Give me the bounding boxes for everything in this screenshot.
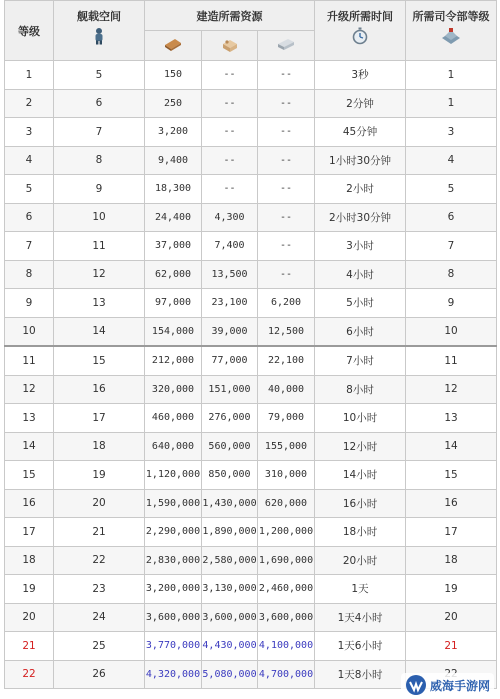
res3-cell: 3,600,000 xyxy=(258,603,315,632)
res3-cell: -- xyxy=(258,118,315,147)
time-cell: 7小时 xyxy=(315,346,406,375)
hq-cell: 17 xyxy=(406,518,497,547)
level-cell: 20 xyxy=(5,603,54,632)
capacity-cell: 18 xyxy=(54,432,145,461)
table-row xyxy=(5,175,497,204)
capacity-cell: 21 xyxy=(54,518,145,547)
res2-cell: 5,080,000 xyxy=(202,660,258,689)
header-resources: 建造所需资源 xyxy=(145,1,315,31)
capacity-cell: 13 xyxy=(54,289,145,318)
capacity-cell: 17 xyxy=(54,404,145,433)
hq-cell: 16 xyxy=(406,489,497,518)
hq-cell: 12 xyxy=(406,375,497,404)
table-row xyxy=(5,61,497,90)
capacity-cell: 23 xyxy=(54,575,145,604)
res1-cell: 24,400 xyxy=(145,203,202,232)
res3-cell: -- xyxy=(258,260,315,289)
capacity-cell: 10 xyxy=(54,203,145,232)
capacity-cell: 16 xyxy=(54,375,145,404)
time-cell: 8小时 xyxy=(315,375,406,404)
res1-cell: 154,000 xyxy=(145,317,202,346)
level-cell: 9 xyxy=(5,289,54,318)
capacity-cell: 11 xyxy=(54,232,145,261)
table-row xyxy=(5,232,497,261)
res2-cell: 39,000 xyxy=(202,317,258,346)
res2-cell: 850,000 xyxy=(202,461,258,490)
capacity-cell: 6 xyxy=(54,89,145,118)
capacity-cell: 26 xyxy=(54,660,145,689)
capacity-cell: 9 xyxy=(54,175,145,204)
res1-cell: 37,000 xyxy=(145,232,202,261)
res1-cell: 3,770,000 xyxy=(145,632,202,661)
res3-cell: 12,500 xyxy=(258,317,315,346)
capacity-cell: 19 xyxy=(54,461,145,490)
level-cell: 15 xyxy=(5,461,54,490)
steel-bar-icon xyxy=(276,35,296,53)
hq-cell: 11 xyxy=(406,346,497,375)
capacity-cell: 15 xyxy=(54,346,145,375)
res1-cell: 320,000 xyxy=(145,375,202,404)
res3-cell: 2,460,000 xyxy=(258,575,315,604)
res2-cell: 2,580,000 xyxy=(202,546,258,575)
res1-cell: 3,600,000 xyxy=(145,603,202,632)
res2-cell: 151,000 xyxy=(202,375,258,404)
capacity-cell: 8 xyxy=(54,146,145,175)
time-cell: 12小时 xyxy=(315,432,406,461)
table-row xyxy=(5,260,497,289)
hq-cell: 18 xyxy=(406,546,497,575)
capacity-cell: 14 xyxy=(54,317,145,346)
hq-cell: 14 xyxy=(406,432,497,461)
table-row xyxy=(5,603,497,632)
time-cell: 45分钟 xyxy=(315,118,406,147)
level-cell: 11 xyxy=(5,346,54,375)
res2-cell: -- xyxy=(202,146,258,175)
header-res2 xyxy=(202,31,258,61)
res1-cell: 62,000 xyxy=(145,260,202,289)
level-cell: 5 xyxy=(5,175,54,204)
level-cell: 17 xyxy=(5,518,54,547)
level-cell: 18 xyxy=(5,546,54,575)
res2-cell: 4,300 xyxy=(202,203,258,232)
level-cell: 14 xyxy=(5,432,54,461)
level-cell: 19 xyxy=(5,575,54,604)
hq-cell: 13 xyxy=(406,404,497,433)
res1-cell: 18,300 xyxy=(145,175,202,204)
res1-cell: 150 xyxy=(145,61,202,90)
res2-cell: 560,000 xyxy=(202,432,258,461)
res2-cell: -- xyxy=(202,175,258,204)
res1-cell: 1,590,000 xyxy=(145,489,202,518)
res3-cell: 1,200,000 xyxy=(258,518,315,547)
level-cell: 2 xyxy=(5,89,54,118)
res3-cell: 79,000 xyxy=(258,404,315,433)
time-cell: 3小时 xyxy=(315,232,406,261)
res1-cell: 3,200 xyxy=(145,118,202,147)
res2-cell: 1,430,000 xyxy=(202,489,258,518)
time-cell: 1小时30分钟 xyxy=(315,146,406,175)
hq-cell: 21 xyxy=(406,632,497,661)
time-cell: 1天8小时 xyxy=(315,660,406,689)
table-row xyxy=(5,375,497,404)
time-cell: 10小时 xyxy=(315,404,406,433)
res1-cell: 9,400 xyxy=(145,146,202,175)
capacity-cell: 25 xyxy=(54,632,145,661)
hq-cell: 3 xyxy=(406,118,497,147)
table-row xyxy=(5,461,497,490)
table-row xyxy=(5,632,497,661)
level-cell: 8 xyxy=(5,260,54,289)
upgrade-table-body xyxy=(5,61,497,689)
res2-cell: 3,130,000 xyxy=(202,575,258,604)
res1-cell: 2,830,000 xyxy=(145,546,202,575)
res3-cell: -- xyxy=(258,232,315,261)
hq-cell: 9 xyxy=(406,289,497,318)
watermark: 威海手游网 xyxy=(401,673,494,697)
time-cell: 1天4小时 xyxy=(315,603,406,632)
header-time: 升级所需时间 xyxy=(315,1,406,61)
header-res3 xyxy=(258,31,315,61)
time-cell: 14小时 xyxy=(315,461,406,490)
res2-cell: 1,890,000 xyxy=(202,518,258,547)
time-cell: 2小时30分钟 xyxy=(315,203,406,232)
res3-cell: 6,200 xyxy=(258,289,315,318)
table-row xyxy=(5,346,497,375)
level-cell: 16 xyxy=(5,489,54,518)
level-cell: 13 xyxy=(5,404,54,433)
table-row xyxy=(5,118,497,147)
table-row xyxy=(5,289,497,318)
table-row xyxy=(5,404,497,433)
capacity-cell: 7 xyxy=(54,118,145,147)
stopwatch-icon xyxy=(350,27,370,45)
level-cell: 1 xyxy=(5,61,54,90)
res1-cell: 250 xyxy=(145,89,202,118)
table-row xyxy=(5,317,497,346)
res3-cell: 22,100 xyxy=(258,346,315,375)
soldier-icon xyxy=(89,27,109,45)
hq-cell: 1 xyxy=(406,89,497,118)
header-level: 等级 xyxy=(5,1,54,61)
res2-cell: 7,400 xyxy=(202,232,258,261)
table-row xyxy=(5,432,497,461)
res3-cell: -- xyxy=(258,146,315,175)
time-cell: 16小时 xyxy=(315,489,406,518)
res2-cell: -- xyxy=(202,89,258,118)
time-cell: 2小时 xyxy=(315,175,406,204)
table-row xyxy=(5,89,497,118)
level-cell: 22 xyxy=(5,660,54,689)
res2-cell: 13,500 xyxy=(202,260,258,289)
site-logo-icon xyxy=(405,674,427,696)
table-row xyxy=(5,489,497,518)
res2-cell: 4,430,000 xyxy=(202,632,258,661)
level-cell: 10 xyxy=(5,317,54,346)
header-capacity: 舰载空间 xyxy=(54,1,145,61)
res2-cell: 77,000 xyxy=(202,346,258,375)
res3-cell: 1,690,000 xyxy=(258,546,315,575)
hq-cell: 1 xyxy=(406,61,497,90)
time-cell: 6小时 xyxy=(315,317,406,346)
res3-cell: 155,000 xyxy=(258,432,315,461)
time-cell: 1天 xyxy=(315,575,406,604)
time-cell: 20小时 xyxy=(315,546,406,575)
res2-cell: -- xyxy=(202,61,258,90)
hq-cell: 6 xyxy=(406,203,497,232)
capacity-cell: 24 xyxy=(54,603,145,632)
res3-cell: 310,000 xyxy=(258,461,315,490)
res1-cell: 97,000 xyxy=(145,289,202,318)
upgrade-table xyxy=(4,0,497,689)
res1-cell: 460,000 xyxy=(145,404,202,433)
level-cell: 4 xyxy=(5,146,54,175)
table-row xyxy=(5,203,497,232)
res3-cell: -- xyxy=(258,175,315,204)
table-row xyxy=(5,146,497,175)
res3-cell: -- xyxy=(258,89,315,118)
res1-cell: 3,200,000 xyxy=(145,575,202,604)
res1-cell: 212,000 xyxy=(145,346,202,375)
res3-cell: 620,000 xyxy=(258,489,315,518)
level-cell: 12 xyxy=(5,375,54,404)
table-row xyxy=(5,575,497,604)
res3-cell: 4,100,000 xyxy=(258,632,315,661)
hq-cell: 5 xyxy=(406,175,497,204)
hq-cell: 20 xyxy=(406,603,497,632)
level-cell: 6 xyxy=(5,203,54,232)
res2-cell: 23,100 xyxy=(202,289,258,318)
res1-cell: 640,000 xyxy=(145,432,202,461)
hq-cell: 4 xyxy=(406,146,497,175)
res3-cell: 4,700,000 xyxy=(258,660,315,689)
time-cell: 5小时 xyxy=(315,289,406,318)
header-hq: 所需司令部等级 xyxy=(406,1,497,61)
table-row xyxy=(5,546,497,575)
res3-cell: -- xyxy=(258,61,315,90)
time-cell: 18小时 xyxy=(315,518,406,547)
hq-cell: 10 xyxy=(406,317,497,346)
level-cell: 3 xyxy=(5,118,54,147)
time-cell: 2分钟 xyxy=(315,89,406,118)
level-cell: 21 xyxy=(5,632,54,661)
capacity-cell: 20 xyxy=(54,489,145,518)
hq-cell: 15 xyxy=(406,461,497,490)
res3-cell: -- xyxy=(258,203,315,232)
hq-cell: 8 xyxy=(406,260,497,289)
level-cell: 7 xyxy=(5,232,54,261)
headquarters-icon xyxy=(441,27,461,45)
time-cell: 3秒 xyxy=(315,61,406,90)
res2-cell: -- xyxy=(202,118,258,147)
res1-cell: 2,290,000 xyxy=(145,518,202,547)
time-cell: 4小时 xyxy=(315,260,406,289)
header-res1 xyxy=(145,31,202,61)
hq-cell: 7 xyxy=(406,232,497,261)
ammo-crate-icon xyxy=(220,35,240,53)
capacity-cell: 12 xyxy=(54,260,145,289)
hq-cell: 19 xyxy=(406,575,497,604)
wood-plank-icon xyxy=(163,35,183,53)
time-cell: 1天6小时 xyxy=(315,632,406,661)
table-row xyxy=(5,518,497,547)
capacity-cell: 22 xyxy=(54,546,145,575)
res1-cell: 1,120,000 xyxy=(145,461,202,490)
res2-cell: 276,000 xyxy=(202,404,258,433)
res2-cell: 3,600,000 xyxy=(202,603,258,632)
res3-cell: 40,000 xyxy=(258,375,315,404)
capacity-cell: 5 xyxy=(54,61,145,90)
res1-cell: 4,320,000 xyxy=(145,660,202,689)
